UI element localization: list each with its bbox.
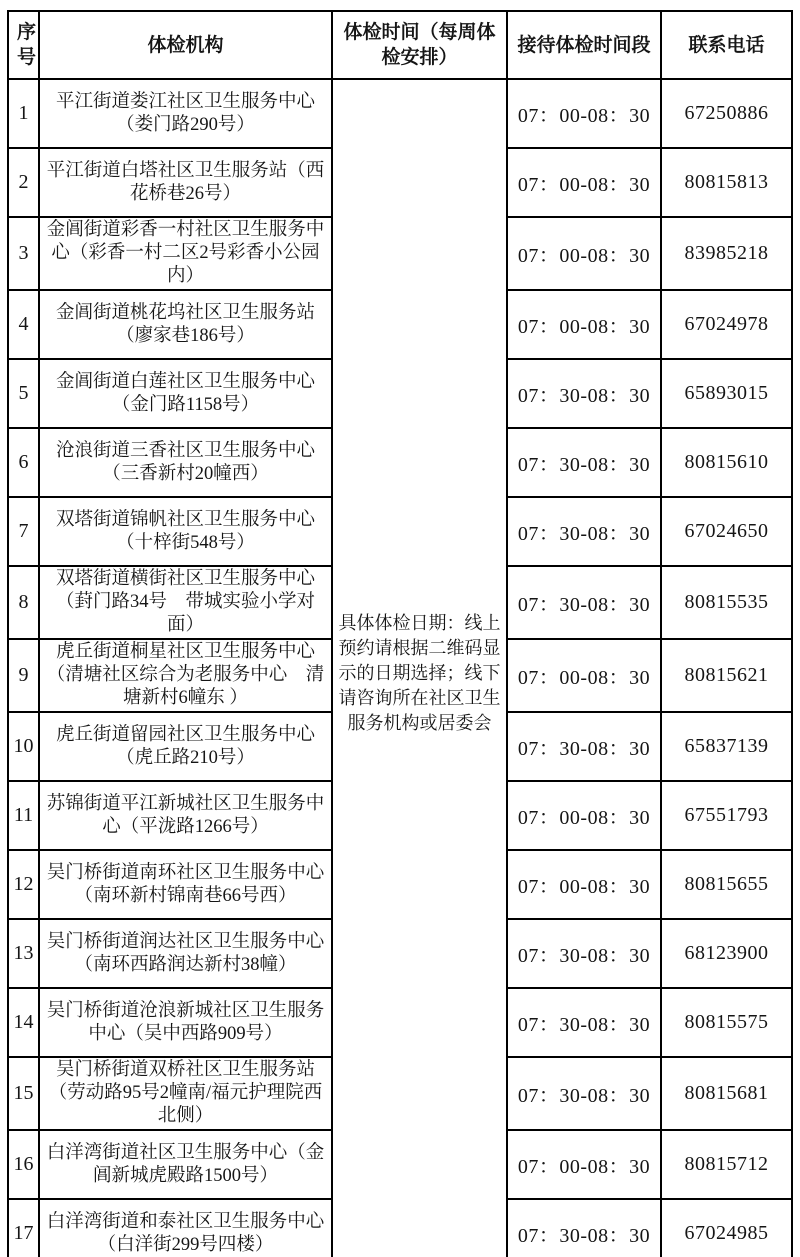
- serial-number-cell: 3: [8, 217, 39, 290]
- institution-cell: 平江街道白塔社区卫生服务站（西花桥巷26号）: [39, 148, 332, 217]
- timeslot-cell: 07：30-08：30: [507, 919, 661, 988]
- phone-cell: 80815655: [661, 850, 792, 919]
- institution-cell: 金阊街道桃花坞社区卫生服务站（廖家巷186号）: [39, 290, 332, 359]
- serial-number-cell: 1: [8, 79, 39, 148]
- header-institution: 体检机构: [39, 11, 332, 79]
- serial-number-cell: 2: [8, 148, 39, 217]
- timeslot-cell: 07：00-08：30: [507, 79, 661, 148]
- institution-cell: 苏锦街道平江新城社区卫生服务中心（平泷路1266号）: [39, 781, 332, 850]
- institution-cell: 虎丘街道留园社区卫生服务中心（虎丘路210号）: [39, 712, 332, 781]
- header-row: [8, 11, 792, 79]
- phone-cell: 80815610: [661, 428, 792, 497]
- timeslot-cell: 07：30-08：30: [507, 566, 661, 639]
- header-contact-phone: 联系电话: [661, 11, 792, 79]
- institution-cell: 金阊街道彩香一村社区卫生服务中心（彩香一村二区2号彩香小公园内）: [39, 217, 332, 290]
- institution-cell: 平江街道娄江社区卫生服务中心（娄门路290号）: [39, 79, 332, 148]
- serial-number-cell: 16: [8, 1130, 39, 1199]
- serial-number-cell: 7: [8, 497, 39, 566]
- timeslot-cell: 07：00-08：30: [507, 781, 661, 850]
- phone-cell: 65837139: [661, 712, 792, 781]
- timeslot-cell: 07：30-08：30: [507, 1199, 661, 1257]
- phone-cell: 67024650: [661, 497, 792, 566]
- header-serial-number: 序号: [8, 11, 39, 79]
- phone-cell: 80815621: [661, 639, 792, 712]
- timeslot-cell: 07：30-08：30: [507, 497, 661, 566]
- table-row: [8, 79, 792, 148]
- timeslot-cell: 07：00-08：30: [507, 1130, 661, 1199]
- timeslot-cell: 07：00-08：30: [507, 217, 661, 290]
- timeslot-cell: 07：30-08：30: [507, 359, 661, 428]
- timeslot-cell: 07：00-08：30: [507, 290, 661, 359]
- institution-cell: 金阊街道白莲社区卫生服务中心（金门路1158号）: [39, 359, 332, 428]
- timeslot-cell: 07：30-08：30: [507, 428, 661, 497]
- phone-cell: 68123900: [661, 919, 792, 988]
- institution-cell: 吴门桥街道双桥社区卫生服务站（劳动路95号2幢南/福元护理院西北侧）: [39, 1057, 332, 1130]
- serial-number-cell: 12: [8, 850, 39, 919]
- timeslot-cell: 07：30-08：30: [507, 712, 661, 781]
- phone-cell: 80815712: [661, 1130, 792, 1199]
- phone-cell: 80815681: [661, 1057, 792, 1130]
- timeslot-cell: 07：30-08：30: [507, 1057, 661, 1130]
- timeslot-cell: 07：00-08：30: [507, 850, 661, 919]
- exam-date-note-cell: 具体体检日期：线上预约请根据二维码显示的日期选择；线下请咨询所在社区卫生服务机构或居委会: [332, 79, 507, 1257]
- serial-number-cell: 15: [8, 1057, 39, 1130]
- institution-cell: 吴门桥街道润达社区卫生服务中心（南环西路润达新村38幢）: [39, 919, 332, 988]
- phone-cell: 83985218: [661, 217, 792, 290]
- institution-cell: 白洋湾街道社区卫生服务中心（金阊新城虎殿路1500号）: [39, 1130, 332, 1199]
- institution-cell: 双塔街道锦帆社区卫生服务中心（十梓街548号）: [39, 497, 332, 566]
- institution-cell: 虎丘街道桐星社区卫生服务中心（清塘社区综合为老服务中心 清塘新村6幢东 ）: [39, 639, 332, 712]
- serial-number-cell: 17: [8, 1199, 39, 1257]
- timeslot-cell: 07：00-08：30: [507, 148, 661, 217]
- phone-cell: 67024978: [661, 290, 792, 359]
- serial-number-cell: 14: [8, 988, 39, 1057]
- institution-cell: 吴门桥街道沧浪新城社区卫生服务中心（吴中西路909号）: [39, 988, 332, 1057]
- phone-cell: 67024985: [661, 1199, 792, 1257]
- serial-number-cell: 10: [8, 712, 39, 781]
- institution-cell: 白洋湾街道和泰社区卫生服务中心（白洋街299号四楼）: [39, 1199, 332, 1257]
- phone-cell: 67250886: [661, 79, 792, 148]
- institution-cell: 沧浪街道三香社区卫生服务中心（三香新村20幢西）: [39, 428, 332, 497]
- phone-cell: 65893015: [661, 359, 792, 428]
- serial-number-cell: 6: [8, 428, 39, 497]
- timeslot-cell: 07：30-08：30: [507, 988, 661, 1057]
- phone-cell: 80815535: [661, 566, 792, 639]
- serial-number-cell: 5: [8, 359, 39, 428]
- serial-number-cell: 9: [8, 639, 39, 712]
- serial-number-cell: 11: [8, 781, 39, 850]
- serial-number-cell: 4: [8, 290, 39, 359]
- phone-cell: 80815575: [661, 988, 792, 1057]
- health-screening-table: [7, 10, 793, 1257]
- institution-cell: 吴门桥街道南环社区卫生服务中心（南环新村锦南巷66号西）: [39, 850, 332, 919]
- phone-cell: 67551793: [661, 781, 792, 850]
- institution-cell: 双塔街道横街社区卫生服务中心（葑门路34号 带城实验小学对面）: [39, 566, 332, 639]
- header-exam-time: 体检时间（每周体检安排）: [332, 11, 507, 79]
- timeslot-cell: 07：00-08：30: [507, 639, 661, 712]
- serial-number-cell: 8: [8, 566, 39, 639]
- phone-cell: 80815813: [661, 148, 792, 217]
- header-reception-timeslot: 接待体检时间段: [507, 11, 661, 79]
- serial-number-cell: 13: [8, 919, 39, 988]
